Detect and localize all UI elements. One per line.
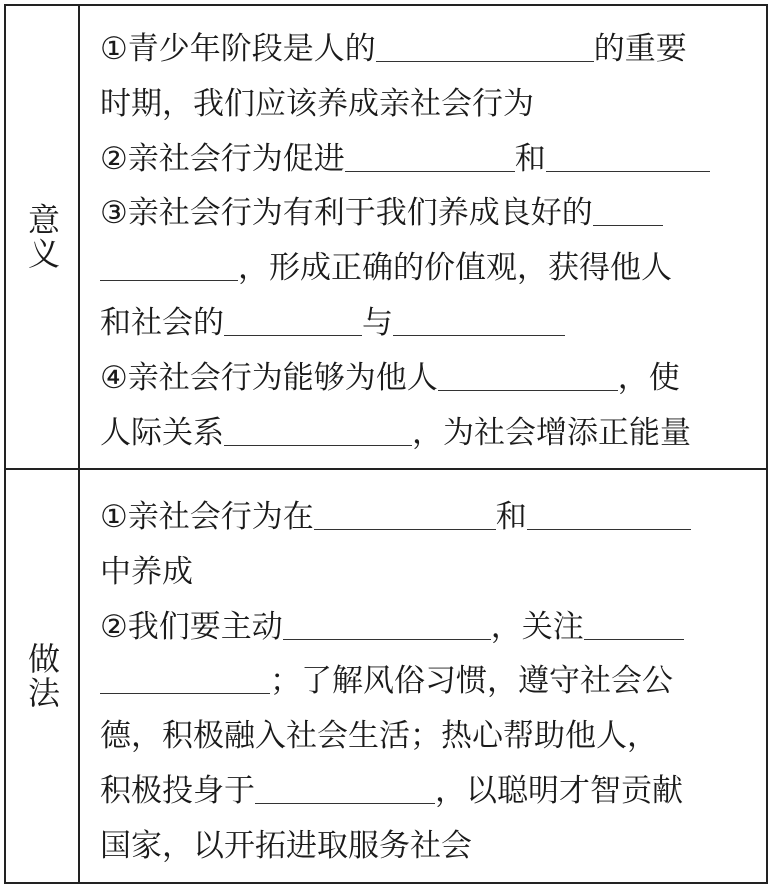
meaning-label: 意义 [23, 203, 61, 271]
fill-blank[interactable] [100, 667, 270, 694]
practice-label: 做法 [23, 642, 61, 710]
fill-blank[interactable] [255, 777, 435, 804]
fill-blank[interactable] [100, 254, 238, 281]
fill-blank[interactable] [584, 613, 684, 640]
text-segment: ①青少年阶段是人的 [100, 31, 376, 67]
text-segment: 中养成 [100, 553, 193, 590]
meaning-line-8 [100, 406, 750, 461]
fill-blank[interactable] [314, 503, 496, 530]
fill-blank[interactable] [376, 35, 594, 62]
practice-content [80, 470, 766, 882]
text-segment: 与 [362, 304, 393, 341]
text-segment: 人际关系 [100, 414, 224, 451]
text-segment: ，形成正确的价值观，获得他人 [238, 250, 672, 287]
meaning-label-cell [6, 6, 80, 470]
practice-line-1 [100, 490, 750, 545]
text-segment: ，关注 [490, 608, 584, 645]
meaning-line-1 [100, 22, 750, 77]
text-segment: ，使 [617, 359, 680, 396]
text-segment: ，以聪明才智贡献 [435, 772, 683, 809]
text-segment: 德，积极融入社会生活；热心帮助他人， [100, 718, 658, 755]
practice-line-4 [100, 654, 750, 709]
practice-line-3 [100, 600, 750, 655]
practice-line-7 [100, 819, 750, 874]
text-segment: ③亲社会行为有利于我们养成良好的 [100, 195, 593, 232]
text-segment: ④亲社会行为能够为他人 [100, 359, 438, 396]
text-segment: ②我们要主动 [100, 608, 283, 645]
practice-label-cell [6, 470, 80, 882]
fill-blank[interactable] [345, 145, 515, 172]
fill-blank[interactable] [224, 419, 412, 446]
meaning-line-4 [100, 186, 750, 241]
fill-blank[interactable] [224, 309, 362, 336]
fill-blank[interactable] [527, 503, 691, 530]
fill-blank[interactable] [393, 309, 565, 336]
text-segment: 的重要 [593, 31, 687, 67]
text-segment: ①亲社会行为在 [100, 499, 314, 535]
practice-line-5 [100, 709, 750, 764]
fill-blank[interactable] [593, 199, 663, 226]
text-segment: 和 [495, 499, 527, 535]
text-segment: 和社会的 [100, 304, 224, 341]
meaning-line-5 [100, 241, 750, 296]
text-segment: 积极投身于 [100, 772, 255, 809]
fill-blank[interactable] [283, 613, 491, 640]
meaning-line-3 [100, 132, 750, 187]
fill-blank[interactable] [546, 145, 710, 172]
knowledge-table [4, 4, 768, 884]
meaning-content [80, 6, 766, 470]
text-segment: ；了解风俗习惯，遵守社会公 [270, 663, 673, 700]
practice-line-6 [100, 764, 750, 819]
meaning-line-6 [100, 296, 750, 351]
text-segment: 国家，以开拓进取服务社会 [100, 827, 472, 864]
meaning-line-2 [100, 77, 750, 132]
practice-line-2 [100, 545, 750, 600]
text-segment: ②亲社会行为促进 [100, 140, 345, 177]
meaning-line-7 [100, 351, 750, 406]
text-segment: 和 [514, 140, 546, 177]
text-segment: 时期，我们应该养成亲社会行为 [100, 85, 534, 122]
text-segment: ，为社会增添正能量 [412, 414, 691, 451]
fill-blank[interactable] [438, 364, 618, 391]
